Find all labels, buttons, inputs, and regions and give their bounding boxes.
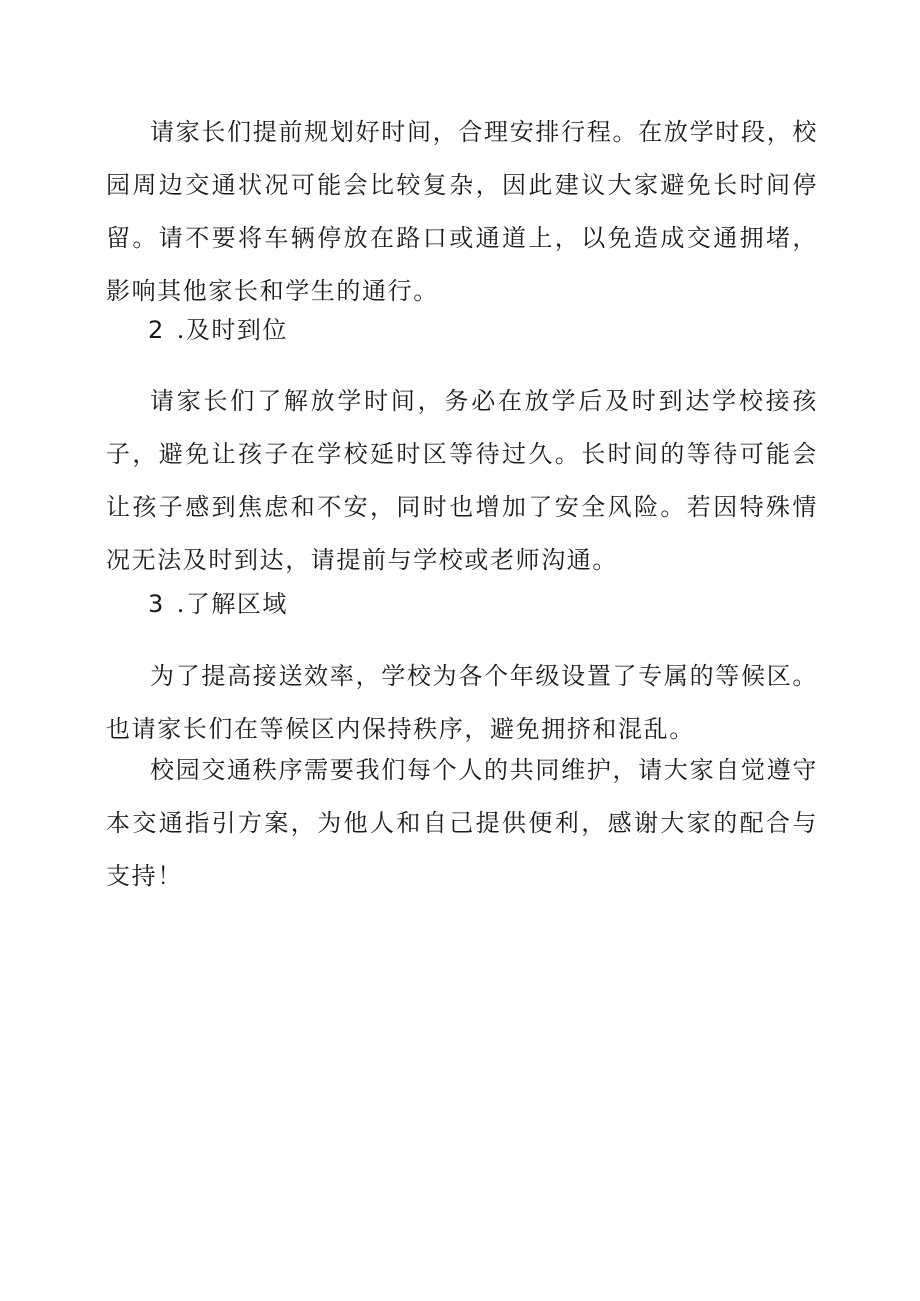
paragraph-plan-time: 请家长们提前规划好时间，合理安排行程。在放学时段，校园周边交通状况可能会比较复杂，因此建议大家避免长时间停留。请不要将车辆停放在路口或通道上，以免造成交通拥堵，影响其他家长和学生的通行。 xyxy=(106,118,818,305)
paragraph-arrive-on-time: 请家长们了解放学时间，务必在放学后及时到达学校接孩子，避免让孩子在学校延时区等待过久。长时间的等待可能会让孩子感到焦虑和不安，同时也增加了安全风险。若因特殊情况无法及时到达，请提前与学校或老师沟通。 xyxy=(106,387,818,574)
paragraph-waiting-area: 为了提高接送效率，学校为各个年级设置了专属的等候区。也请家长们在等候区内保持秩序，避免拥挤和混乱。 xyxy=(106,662,818,743)
section-title: .了解区域 xyxy=(176,590,288,618)
section-number: 2 xyxy=(148,316,165,344)
section-title: .及时到位 xyxy=(176,316,288,344)
section-number: 3 xyxy=(148,590,165,618)
section-heading-arrive-on-time xyxy=(148,313,288,347)
section-heading-know-area xyxy=(148,587,288,621)
paragraph-closing: 校园交通秩序需要我们每个人的共同维护，请大家自觉遵守本交通指引方案，为他人和自己提供便利，感谢大家的配合与支持！ xyxy=(106,756,818,890)
